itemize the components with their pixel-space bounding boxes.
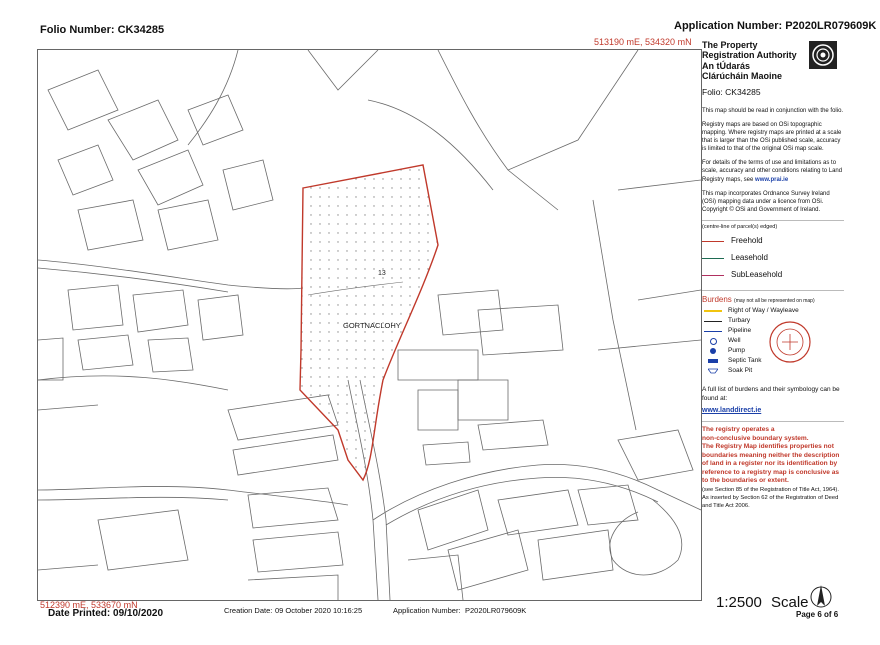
legend-panel	[702, 34, 844, 599]
authority-name	[702, 40, 797, 81]
scale-label: Scale	[771, 594, 809, 611]
prai-link[interactable]: www.prai.ie	[755, 176, 789, 183]
page-number: Page 6 of 6	[796, 610, 839, 619]
note-osi-licence: This map incorporates Ordnance Survey Ireland (OSi) mapping data under a licence from OSi. Copyright © OSi and Government of Ireland.	[702, 190, 830, 213]
coord-bottom-left: 512390 mE, 533670 mN	[40, 600, 138, 610]
folio-number-header: Folio Number: CK34285	[40, 24, 165, 36]
burdens-subtitle: (may not all be represented on map)	[734, 298, 815, 305]
burdens-title: Burdens	[702, 295, 732, 305]
note-read-conjunction: This map should be read in conjunction with the folio.	[702, 107, 844, 114]
footer-application-label: Application Number:	[393, 606, 461, 615]
key-subleasehold	[702, 267, 844, 284]
filled-circle-icon	[710, 348, 716, 354]
creation-date-label: Creation Date:	[224, 606, 273, 615]
burdens-full-list: A full list of burdens and their symbology can be found at:	[702, 386, 840, 402]
blue-line-icon	[704, 331, 722, 332]
yellow-line-icon	[704, 310, 722, 312]
burden-label: Pump	[728, 346, 745, 354]
subleasehold-line-icon	[702, 275, 724, 276]
trapezoid-icon	[708, 368, 718, 374]
folio-label: Folio: CK34285	[702, 87, 761, 98]
key-leasehold	[702, 250, 844, 267]
burden-label: Soak Pit	[728, 366, 753, 374]
authority-line-2: Registration Authority	[702, 50, 797, 61]
date-printed: Date Printed: 09/10/2020	[48, 608, 164, 619]
north-arrow-icon	[810, 582, 832, 612]
scale-ratio: 1:2500	[716, 594, 762, 611]
note-terms-text: For details of the terms of use and limitations as to scale, accuracy and other conditions relating to Land Registry maps, see	[702, 160, 843, 183]
warning-note: (see Section 85 of the Registration of Title Act, 1964). As inserted by Section 62 of the Registration of Deed and Title Act 2006.	[702, 487, 839, 509]
key-freehold	[702, 233, 844, 250]
authority-line-4: Clárúcháin Maoine	[702, 71, 783, 82]
landdirect-link[interactable]: www.landdirect.ie	[702, 406, 762, 414]
key-subleasehold-label: SubLeasehold	[731, 270, 783, 280]
coord-top-right: 513190 mE, 534320 mN	[594, 37, 692, 47]
warning-line-1: The registry operates a	[702, 426, 775, 434]
burden-label: Well	[728, 336, 741, 344]
rectangle-icon	[708, 359, 718, 363]
key-heading: (centre-line of parcel(s) edged)	[702, 223, 778, 230]
warning-line-3: The Registry Map identifies properties not boundaries meaning neither the description of land in a register nor its identification by reference to a registry map is conclusive as to the boundaries or extent.	[702, 443, 840, 485]
freehold-line-icon	[702, 241, 724, 242]
townland-label: GORTNACLOHY	[343, 321, 401, 330]
prai-logo-icon	[808, 40, 838, 70]
black-line-icon	[704, 321, 722, 322]
warning-line-2: non-conclusive boundary system.	[702, 434, 809, 442]
circle-icon	[710, 338, 717, 345]
burden-row	[702, 366, 844, 376]
application-number-header: Application Number: P2020LR079609K	[674, 20, 877, 32]
leasehold-line-icon	[702, 258, 724, 259]
authority-line-1: The Property	[702, 40, 758, 50]
footer-application-value: P2020LR079609K	[465, 606, 527, 615]
burden-label: Septic Tank	[728, 356, 762, 364]
authority-line-3: An tÚdarás	[702, 60, 751, 71]
key-freehold-label: Freehold	[731, 236, 763, 246]
os-map	[38, 50, 701, 600]
burdens-heading	[702, 295, 844, 306]
creation-date-value: 09 October 2020 10:16:25	[275, 606, 363, 615]
burden-label: Right of Way / Wayleave	[728, 306, 799, 314]
burden-label: Pipeline	[728, 326, 752, 334]
burden-row	[702, 306, 844, 316]
note-osi-basis: Registry maps are based on OSi topographic mapping. Where registry maps are printed at a scale that is larger than the OSi published scale, accuracy is limited to that of the original OSi map scale.	[702, 121, 842, 153]
registry-stamp-icon	[768, 320, 812, 364]
note-terms	[702, 159, 844, 183]
burden-label: Turbary	[728, 316, 751, 324]
map-panel[interactable]	[37, 49, 702, 601]
parcel-number-label: 13	[378, 270, 386, 277]
key-leasehold-label: Leasehold	[731, 253, 768, 263]
